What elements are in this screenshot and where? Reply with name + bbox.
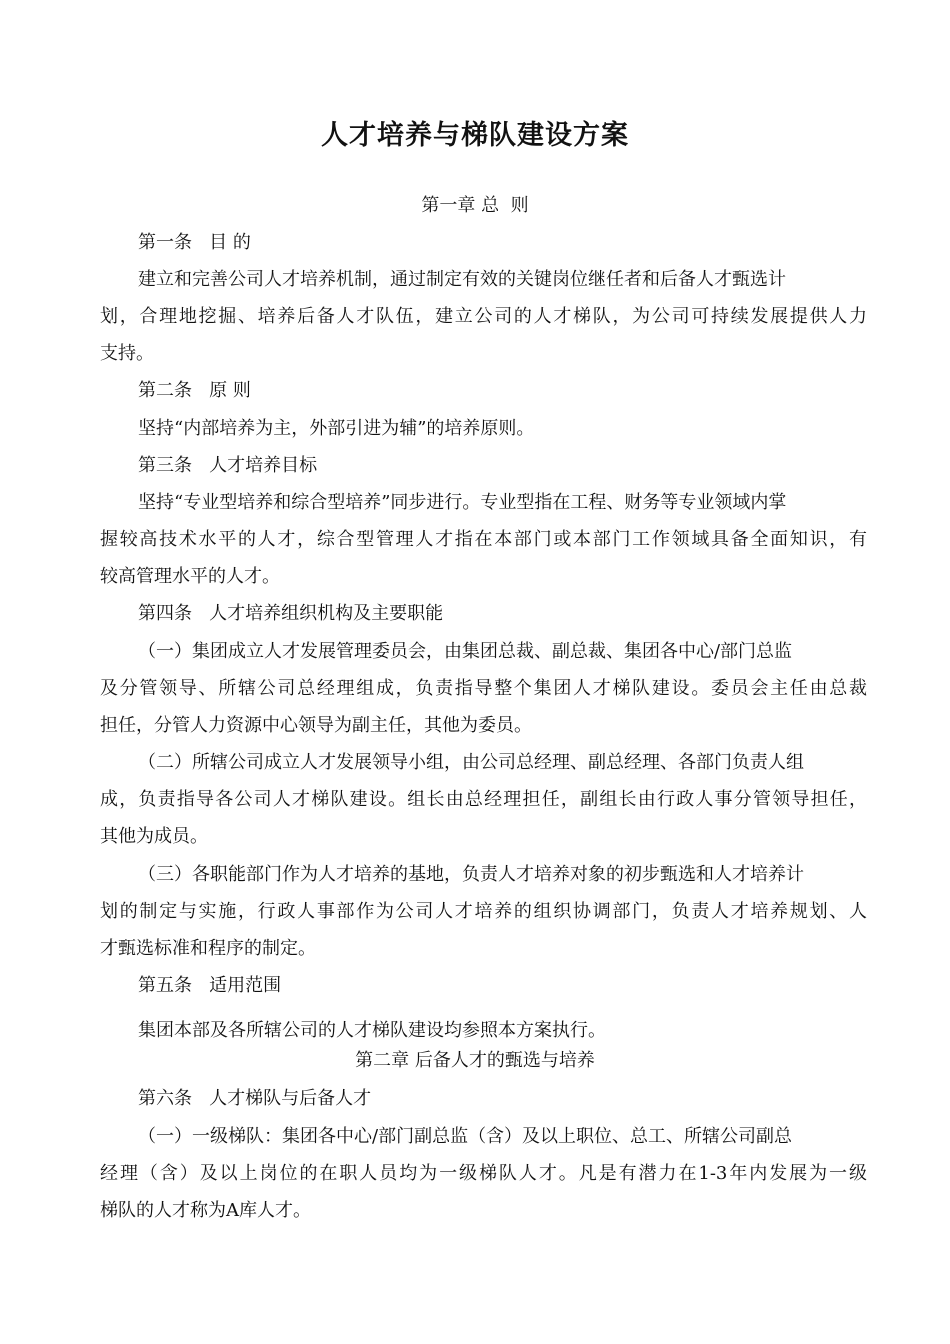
article-6-para-1-line-3: 梯队的人才称为A库人才。 <box>100 1200 311 1221</box>
article-4-para-2-line-2: 成，负责指导各公司人才梯队建设。组长由总经理担任，副组长由行政人事分管领导担任， <box>100 789 867 810</box>
article-4-para-3-line-3: 才甄选标准和程序的制定。 <box>100 938 316 959</box>
article-4-para-3-line-2: 划的制定与实施，行政人事部作为公司人才培养的组织协调部门，负责人才培养规划、人 <box>100 901 867 922</box>
article-1-line-3: 支持。 <box>100 343 154 364</box>
article-4-para-2-line-3: 其他为成员。 <box>100 826 208 847</box>
article-4-para-2-line-1: （二）所辖公司成立人才发展领导小组，由公司总经理、副总经理、各部门负责人组 <box>138 752 804 773</box>
document-title: 人才培养与梯队建设方案 <box>321 120 629 151</box>
article-4-para-1-line-3: 担任，分管人力资源中心领导为副主任，其他为委员。 <box>100 715 532 736</box>
article-5-heading: 第五条 适用范围 <box>138 975 282 996</box>
article-4-heading: 第四条 人才培养组织机构及主要职能 <box>138 603 444 624</box>
article-6-para-1-line-2: 经理（含）及以上岗位的在职人员均为一级梯队人才。凡是有潜力在1-3年内发展为一级 <box>100 1163 867 1184</box>
chapter-2-heading: 第二章 后备人才的甄选与培养 <box>355 1050 595 1071</box>
article-1-heading: 第一条 目 的 <box>138 232 251 253</box>
article-4-para-3-line-1: （三）各职能部门作为人才培养的基地，负责人才培养对象的初步甄选和人才培养计 <box>138 864 804 885</box>
article-3-line-2: 握较高技术水平的人才，综合型管理人才指在本部门或本部门工作领域具备全面知识，有 <box>100 529 867 550</box>
article-4-para-1-line-2: 及分管领导、所辖公司总经理组成，负责指导整个集团人才梯队建设。委员会主任由总裁 <box>100 678 867 699</box>
chapter-1-heading: 第一章 总 则 <box>421 195 529 216</box>
article-5-line-1: 集团本部及各所辖公司的人才梯队建设均参照本方案执行。 <box>138 1020 606 1041</box>
article-4-para-1-line-1: （一）集团成立人才发展管理委员会，由集团总裁、副总裁、集团各中心/部门总监 <box>138 641 793 662</box>
article-2-line-1: 坚持“内部培养为主，外部引进为辅”的培养原则。 <box>138 418 535 439</box>
article-3-line-3: 较高管理水平的人才。 <box>100 566 280 587</box>
article-3-heading: 第三条 人才培养目标 <box>138 455 318 476</box>
article-6-para-1-line-1: （一）一级梯队：集团各中心/部门副总监（含）及以上职位、总工、所辖公司副总 <box>138 1126 793 1147</box>
article-6-heading: 第六条 人才梯队与后备人才 <box>138 1088 372 1109</box>
article-1-line-2: 划，合理地挖掘、培养后备人才队伍，建立公司的人才梯队，为公司可持续发展提供人力 <box>100 306 867 327</box>
article-2-heading: 第二条 原 则 <box>138 380 251 401</box>
article-1-line-1: 建立和完善公司人才培养机制，通过制定有效的关键岗位继任者和后备人才甄选计 <box>138 269 786 290</box>
article-3-line-1: 坚持“专业型培养和综合型培养”同步进行。专业型指在工程、财务等专业领域内掌 <box>138 492 787 513</box>
